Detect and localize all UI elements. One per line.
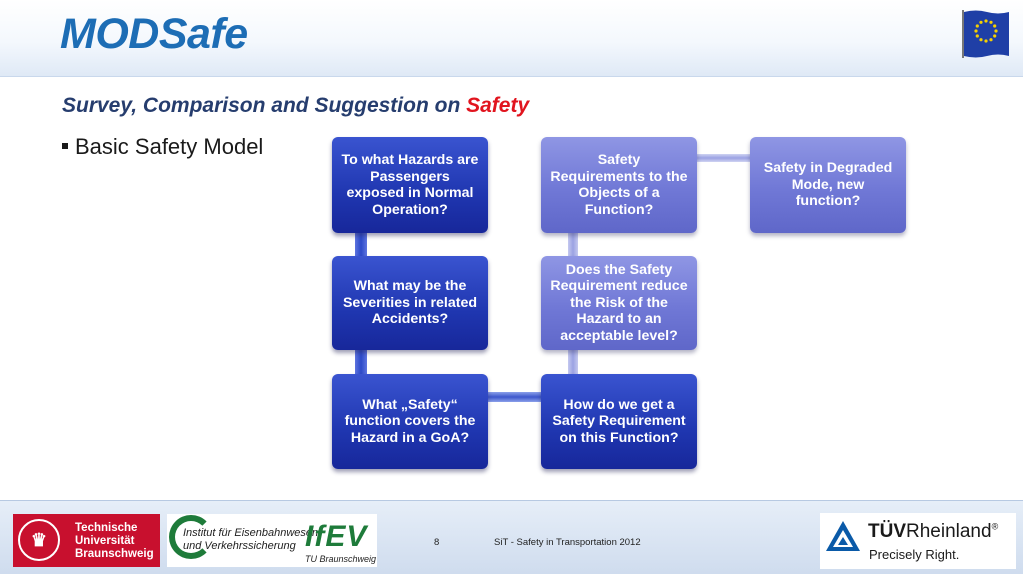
- eu-flag-icon: [961, 8, 1011, 60]
- ifev-line2: und Verkehrssicherung: [183, 540, 296, 552]
- bullet-text: Basic Safety Model: [75, 134, 264, 159]
- subtitle-text: Survey, Comparison and Suggestion on: [62, 94, 467, 117]
- box-function: What „Safety“ function covers the Hazard in a GoA?: [332, 374, 488, 469]
- box-reduce: Does the Safety Requirement reduce the Risk of the Hazard to an acceptable level?: [541, 256, 697, 350]
- tu-logo-line3: Braunschweig: [75, 548, 154, 560]
- safety-model-diagram: [320, 130, 930, 480]
- tuv-rheinland-logo: [820, 513, 1016, 569]
- tu-braunschweig-logo: [13, 514, 160, 567]
- box-severities: What may be the Severities in related Accidents?: [332, 256, 488, 350]
- box-hazards: To what Hazards are Passengers exposed in Normal Operation?: [332, 137, 488, 233]
- lion-seal-icon: ♛: [18, 519, 60, 561]
- bullet-square-icon: [62, 143, 68, 149]
- ifev-sub-text: TU Braunschweig: [305, 554, 377, 564]
- ifev-line1: Institut für Eisenbahnwesen: [183, 527, 319, 539]
- tu-logo-line2: Universität: [75, 535, 135, 547]
- ifev-logo: [167, 514, 377, 567]
- box-get: How do we get a Safety Requirement on this Function?: [541, 374, 697, 469]
- connector-function-get: [488, 392, 543, 402]
- tuv-name-bold: TÜV: [868, 521, 906, 542]
- tuv-triangle-icon: [824, 519, 862, 553]
- tuv-name: [868, 521, 998, 543]
- subtitle-accent: Safety: [466, 94, 530, 117]
- bullet-item: [62, 134, 263, 160]
- tuv-name-rest: Rheinland: [906, 521, 992, 542]
- tu-logo-text: [75, 522, 154, 561]
- tuv-registered-mark: ®: [991, 521, 999, 532]
- header-bar: [0, 0, 1023, 77]
- page-number: 8: [434, 537, 440, 548]
- tu-logo-line1: Technische: [75, 522, 138, 534]
- page-title: MODSafe: [60, 10, 248, 58]
- ifev-institute-text: [183, 527, 318, 553]
- slide-subtitle: [62, 94, 529, 118]
- tuv-slogan: Precisely Right.: [869, 547, 960, 562]
- box-degraded: Safety in Degraded Mode, new function?: [750, 137, 906, 233]
- ifev-acronym: IfEV: [305, 520, 368, 553]
- footer-text: SiT - Safety in Transportation 2012: [494, 537, 641, 548]
- box-requirements: Safety Requirements to the Objects of a Function?: [541, 137, 697, 233]
